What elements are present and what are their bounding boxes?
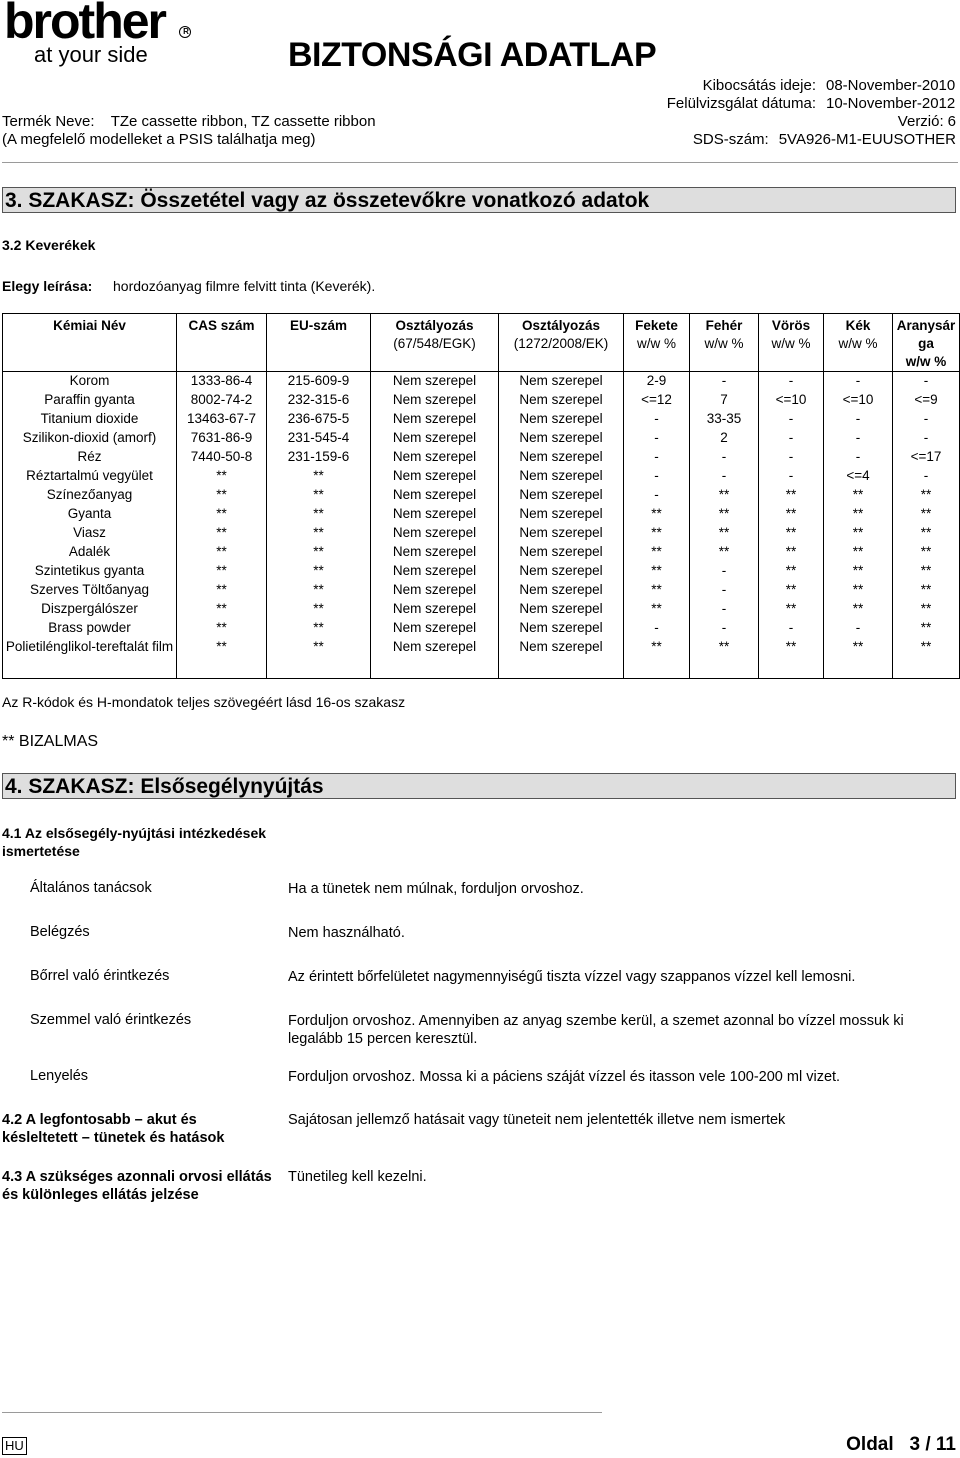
cell-class-67: Nem szerepel xyxy=(371,448,499,467)
cell-class-67: Nem szerepel xyxy=(371,600,499,619)
subsection-4-3-label: 4.3 A szükséges azonnali orvosi ellátás és különleges ellátás jelzése xyxy=(2,1169,272,1203)
table-header-row xyxy=(3,314,960,372)
cell-eu: 236-675-5 xyxy=(267,410,371,429)
cell-white: 33-35 xyxy=(690,410,759,429)
cell-gold: - xyxy=(893,410,960,429)
cell-eu: ** xyxy=(267,600,371,619)
table-row xyxy=(3,619,960,638)
brother-logo: brother R xyxy=(4,0,165,50)
product-line xyxy=(2,112,376,131)
first-aid-ingestion-value: Forduljon orvoshoz. Mossa ki a páciens száját vízzel és itasson vele 100-200 ml vizet. xyxy=(288,1069,841,1085)
cell-red: ** xyxy=(759,562,824,581)
cell-class-1272: Nem szerepel xyxy=(499,486,624,505)
cell-eu: 231-545-4 xyxy=(267,429,371,448)
cell-class-67: Nem szerepel xyxy=(371,410,499,429)
cell-cas: ** xyxy=(177,619,267,638)
first-aid-skin-label: Bőrrel való érintkezés xyxy=(30,968,170,984)
cell-class-1272: Nem szerepel xyxy=(499,562,624,581)
col-header-cas: CAS szám xyxy=(177,314,267,372)
cell-red: ** xyxy=(759,486,824,505)
cell-eu: ** xyxy=(267,486,371,505)
cell-gold: - xyxy=(893,429,960,448)
cell-cas: ** xyxy=(177,505,267,524)
col-header-black: Fekete w/w % xyxy=(624,314,690,372)
cell-white: - xyxy=(690,467,759,486)
table-row xyxy=(3,372,960,392)
cell-black: ** xyxy=(624,581,690,600)
cell-red: - xyxy=(759,619,824,638)
mixture-label: Elegy leírása: xyxy=(2,278,93,294)
cell-blue: ** xyxy=(824,581,893,600)
document-title: BIZTONSÁGI ADATLAP xyxy=(288,36,657,74)
cell-class-1272: Nem szerepel xyxy=(499,391,624,410)
section4-title: 4. SZAKASZ: Elsősegélynyújtás xyxy=(2,773,956,799)
cell-black: <=12 xyxy=(624,391,690,410)
cell-cas: ** xyxy=(177,486,267,505)
first-aid-eye-label: Szemmel való érintkezés xyxy=(30,1012,192,1028)
table-row xyxy=(3,524,960,543)
table-row xyxy=(3,486,960,505)
cell-white: ** xyxy=(690,486,759,505)
cell-red: ** xyxy=(759,638,824,679)
cell-gold: ** xyxy=(893,524,960,543)
cell-class-1272: Nem szerepel xyxy=(499,619,624,638)
first-aid-general-label: Általános tanácsok xyxy=(30,880,152,896)
cell-black: - xyxy=(624,619,690,638)
cell-black: - xyxy=(624,410,690,429)
cell-cas: ** xyxy=(177,562,267,581)
cell-class-67: Nem szerepel xyxy=(371,543,499,562)
cell-blue: - xyxy=(824,372,893,392)
confidential-note: ** BIZALMAS xyxy=(2,733,99,750)
meta-sds-number: SDS-szám: 5VA926-M1-EUUSOTHER xyxy=(692,131,956,148)
meta-version: Verzió: 6 xyxy=(897,113,956,130)
cell-gold: - xyxy=(893,467,960,486)
cell-white: 2 xyxy=(690,429,759,448)
cell-blue: ** xyxy=(824,486,893,505)
cell-blue: - xyxy=(824,410,893,429)
cell-gold: ** xyxy=(893,619,960,638)
cell-cas: 1333-86-4 xyxy=(177,372,267,392)
product-note: (A megfelelő modelleket a PSIS találhatja meg) xyxy=(2,131,316,148)
subsection-4-3-value: Tünetileg kell kezelni. xyxy=(288,1169,427,1185)
cell-black: - xyxy=(624,448,690,467)
cell-gold: ** xyxy=(893,638,960,679)
cell-white: ** xyxy=(690,505,759,524)
cell-red: ** xyxy=(759,524,824,543)
cell-class-1272: Nem szerepel xyxy=(499,524,624,543)
cell-eu: ** xyxy=(267,581,371,600)
section3-title: 3. SZAKASZ: Összetétel vagy az összetevőkre vonatkozó adatok xyxy=(2,187,956,213)
cell-class-1272: Nem szerepel xyxy=(499,429,624,448)
cell-eu: ** xyxy=(267,505,371,524)
table-row xyxy=(3,543,960,562)
cell-blue: ** xyxy=(824,562,893,581)
page-number: Oldal 3 / 11 xyxy=(846,1434,956,1455)
col-header-name: Kémiai Név xyxy=(3,314,177,372)
first-aid-ingestion-label: Lenyelés xyxy=(30,1068,89,1084)
table-row xyxy=(3,581,960,600)
cell-class-67: Nem szerepel xyxy=(371,486,499,505)
cell-red: - xyxy=(759,448,824,467)
cell-name: Szerves Töltőanyag xyxy=(3,581,177,600)
cell-name: Diszpergálószer xyxy=(3,600,177,619)
cell-white: 7 xyxy=(690,391,759,410)
cell-blue: <=4 xyxy=(824,467,893,486)
cell-gold: ** xyxy=(893,562,960,581)
cell-white: ** xyxy=(690,524,759,543)
cell-class-67: Nem szerepel xyxy=(371,372,499,392)
cell-red: ** xyxy=(759,581,824,600)
cell-cas: ** xyxy=(177,524,267,543)
cell-class-1272: Nem szerepel xyxy=(499,372,624,392)
cell-class-1272: Nem szerepel xyxy=(499,467,624,486)
cell-red: <=10 xyxy=(759,391,824,410)
cell-eu: ** xyxy=(267,638,371,679)
cell-class-1272: Nem szerepel xyxy=(499,448,624,467)
cell-blue: <=10 xyxy=(824,391,893,410)
cell-eu: 232-315-6 xyxy=(267,391,371,410)
cell-cas: ** xyxy=(177,600,267,619)
col-header-gold: Aranysárga w/w % xyxy=(893,314,960,372)
cell-eu: ** xyxy=(267,524,371,543)
cell-red: ** xyxy=(759,505,824,524)
cell-red: - xyxy=(759,429,824,448)
col-header-red: Vörös w/w % xyxy=(759,314,824,372)
cell-name: Viasz xyxy=(3,524,177,543)
cell-name: Titanium dioxide xyxy=(3,410,177,429)
cell-black: - xyxy=(624,429,690,448)
cell-black: ** xyxy=(624,524,690,543)
meta-revision-date: Felülvizsgálat dátuma: 10-November-2012 xyxy=(666,95,956,112)
cell-class-67: Nem szerepel xyxy=(371,581,499,600)
cell-cas: ** xyxy=(177,638,267,679)
cell-white: - xyxy=(690,600,759,619)
cell-class-1272: Nem szerepel xyxy=(499,581,624,600)
col-header-blue: Kék w/w % xyxy=(824,314,893,372)
table-row xyxy=(3,429,960,448)
table-row xyxy=(3,448,960,467)
logo-tagline: at your side xyxy=(34,42,148,67)
cell-name: Paraffin gyanta xyxy=(3,391,177,410)
cell-gold: ** xyxy=(893,600,960,619)
cell-blue: - xyxy=(824,619,893,638)
col-header-white: Fehér w/w % xyxy=(690,314,759,372)
cell-class-67: Nem szerepel xyxy=(371,467,499,486)
cell-blue: ** xyxy=(824,543,893,562)
registered-mark-icon: R xyxy=(179,26,191,38)
subsection-4-2-label: 4.2 A legfontosabb – akut és késleltetett – tünetek és hatások xyxy=(2,1112,225,1146)
table-row xyxy=(3,467,960,486)
cell-name: Korom xyxy=(3,372,177,392)
cell-black: ** xyxy=(624,505,690,524)
cell-name: Szilikon-dioxid (amorf) xyxy=(3,429,177,448)
cell-class-1272: Nem szerepel xyxy=(499,505,624,524)
mixture-description: hordozóanyag filmre felvitt tinta (Keverék). xyxy=(113,278,376,294)
cell-white: ** xyxy=(690,638,759,679)
table-row xyxy=(3,600,960,619)
cell-class-1272: Nem szerepel xyxy=(499,600,624,619)
cell-red: - xyxy=(759,410,824,429)
cell-cas: 13463-67-7 xyxy=(177,410,267,429)
cell-cas: 8002-74-2 xyxy=(177,391,267,410)
cell-eu: ** xyxy=(267,467,371,486)
cell-black: ** xyxy=(624,562,690,581)
cell-red: - xyxy=(759,372,824,392)
cell-class-1272: Nem szerepel xyxy=(499,543,624,562)
cell-cas: ** xyxy=(177,467,267,486)
cell-white: - xyxy=(690,619,759,638)
table-row xyxy=(3,391,960,410)
cell-class-1272: Nem szerepel xyxy=(499,638,624,679)
cell-class-1272: Nem szerepel xyxy=(499,410,624,429)
cell-gold: ** xyxy=(893,543,960,562)
subsection-4-1: 4.1 Az elsősegély-nyújtási intézkedések ismertetése xyxy=(2,825,267,859)
cell-eu: 215-609-9 xyxy=(267,372,371,392)
cell-eu: ** xyxy=(267,562,371,581)
cell-blue: ** xyxy=(824,600,893,619)
cell-gold: <=9 xyxy=(893,391,960,410)
cell-gold: ** xyxy=(893,581,960,600)
cell-gold: ** xyxy=(893,505,960,524)
cell-blue: ** xyxy=(824,505,893,524)
cell-class-67: Nem szerepel xyxy=(371,391,499,410)
cell-class-67: Nem szerepel xyxy=(371,562,499,581)
cell-white: - xyxy=(690,372,759,392)
cell-eu: ** xyxy=(267,543,371,562)
cell-class-67: Nem szerepel xyxy=(371,638,499,679)
cell-black: ** xyxy=(624,638,690,679)
cell-cas: 7631-86-9 xyxy=(177,429,267,448)
cell-name: Réz xyxy=(3,448,177,467)
cell-white: - xyxy=(690,562,759,581)
cell-name: Adalék xyxy=(3,543,177,562)
first-aid-eye-value: Forduljon orvoshoz. Amennyiben az anyag szembe kerül, a szemet azonnal bo vízzel mossuk ki legalább 15 percen keresztül. xyxy=(288,1013,904,1047)
first-aid-general-value: Ha a tünetek nem múlnak, forduljon orvoshoz. xyxy=(288,881,584,897)
first-aid-inhalation-value: Nem használható. xyxy=(288,925,405,941)
cell-name: Polietilénglikol-tereftalát film xyxy=(3,638,177,679)
footer-divider xyxy=(2,1412,602,1413)
cell-eu: 231-159-6 xyxy=(267,448,371,467)
cell-blue: ** xyxy=(824,638,893,679)
table-row xyxy=(3,562,960,581)
cell-black: ** xyxy=(624,600,690,619)
table-row xyxy=(3,410,960,429)
first-aid-inhalation-label: Belégzés xyxy=(30,924,90,940)
language-code: HU xyxy=(2,1437,27,1455)
cell-class-67: Nem szerepel xyxy=(371,619,499,638)
cell-class-67: Nem szerepel xyxy=(371,429,499,448)
cell-eu: ** xyxy=(267,619,371,638)
cell-white: - xyxy=(690,448,759,467)
product-name: TZe cassette ribbon, TZ cassette ribbon xyxy=(110,113,376,130)
cell-name: Brass powder xyxy=(3,619,177,638)
cell-name: Szintetikus gyanta xyxy=(3,562,177,581)
first-aid-skin-value: Az érintett bőrfelületet nagymennyiségű tiszta vízzel vagy szappanos vízzel kell lemosni. xyxy=(288,969,856,985)
cell-name: Réztartalmú vegyület xyxy=(3,467,177,486)
cell-white: ** xyxy=(690,543,759,562)
col-header-eu: EU-szám xyxy=(267,314,371,372)
cell-blue: - xyxy=(824,448,893,467)
cell-black: 2-9 xyxy=(624,372,690,392)
cell-red: ** xyxy=(759,600,824,619)
cell-class-67: Nem szerepel xyxy=(371,524,499,543)
cell-blue: - xyxy=(824,429,893,448)
cell-cas: ** xyxy=(177,581,267,600)
composition-table xyxy=(2,313,960,679)
cell-red: ** xyxy=(759,543,824,562)
cell-gold: ** xyxy=(893,486,960,505)
table-row xyxy=(3,505,960,524)
meta-issue-date: Kibocsátás ideje: 08-November-2010 xyxy=(702,77,956,94)
product-label: Termék Neve: xyxy=(2,113,95,130)
cell-black: ** xyxy=(624,543,690,562)
cell-red: - xyxy=(759,467,824,486)
cell-cas: ** xyxy=(177,543,267,562)
cell-name: Gyanta xyxy=(3,505,177,524)
col-header-class-1272: Osztályozás (1272/2008/EK) xyxy=(499,314,624,372)
col-header-class-67: Osztályozás (67/548/EGK) xyxy=(371,314,499,372)
cell-gold: - xyxy=(893,372,960,392)
table-row xyxy=(3,638,960,679)
subsection-3-2: 3.2 Keverékek xyxy=(2,237,96,253)
subsection-4-2-value: Sajátosan jellemző hatásait vagy tüneteit nem jelentették illetve nem ismertek xyxy=(288,1112,786,1128)
cell-cas: 7440-50-8 xyxy=(177,448,267,467)
cell-white: - xyxy=(690,581,759,600)
cell-class-67: Nem szerepel xyxy=(371,505,499,524)
cell-blue: ** xyxy=(824,524,893,543)
cell-black: - xyxy=(624,467,690,486)
header-divider xyxy=(2,162,958,163)
r-codes-note: Az R-kódok és H-mondatok teljes szövegéért lásd 16-os szakasz xyxy=(2,694,406,710)
cell-name: Színezőanyag xyxy=(3,486,177,505)
cell-black: - xyxy=(624,486,690,505)
cell-gold: <=17 xyxy=(893,448,960,467)
